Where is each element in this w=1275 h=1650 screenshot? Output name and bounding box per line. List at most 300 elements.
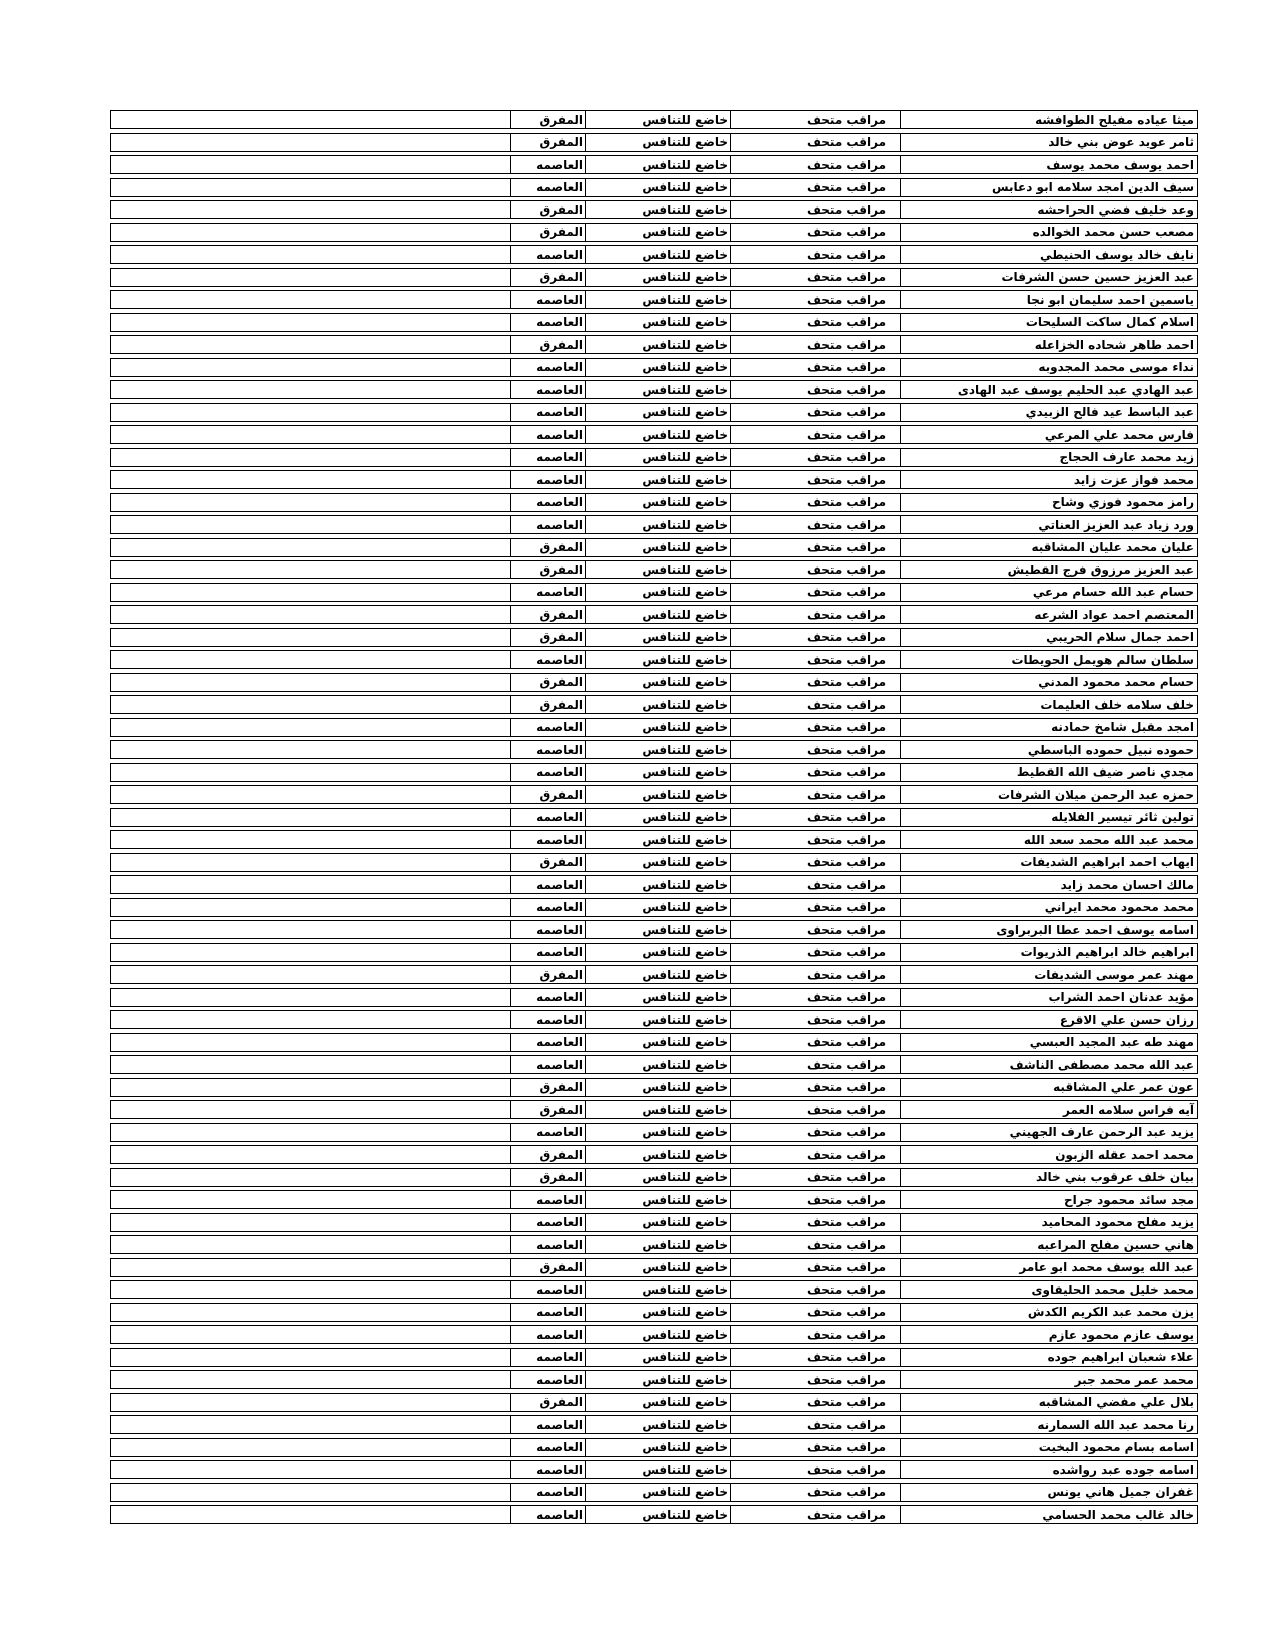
governorate-cell: العاصمه — [510, 155, 585, 174]
governorate-cell: العاصمه — [510, 920, 585, 939]
empty-cell — [110, 538, 510, 557]
table-row — [110, 808, 1198, 827]
governorate-cell: العاصمه — [510, 380, 585, 399]
name-cell: اسامه يوسف احمد عطا البربراوى — [900, 920, 1198, 939]
status-cell: خاضع للتنافس — [585, 1460, 730, 1479]
table-row — [110, 1010, 1198, 1029]
empty-cell — [110, 425, 510, 444]
empty-cell — [110, 808, 510, 827]
status-cell: خاضع للتنافس — [585, 943, 730, 962]
table-row — [110, 673, 1198, 692]
name-cell: رامز محمود فوزي وشاح — [900, 493, 1198, 512]
empty-cell — [110, 1235, 510, 1254]
governorate-cell: العاصمه — [510, 1010, 585, 1029]
governorate-cell: العاصمه — [510, 875, 585, 894]
job-title-cell: مراقب متحف — [730, 1505, 900, 1524]
governorate-cell: العاصمه — [510, 943, 585, 962]
job-title-cell: مراقب متحف — [730, 673, 900, 692]
name-cell: احمد جمال سلام الحريبي — [900, 628, 1198, 647]
job-title-cell: مراقب متحف — [730, 245, 900, 264]
name-cell: امجد مقبل شامخ حمادنه — [900, 718, 1198, 737]
governorate-cell: المفرق — [510, 1100, 585, 1119]
governorate-cell: العاصمه — [510, 178, 585, 197]
governorate-cell: العاصمه — [510, 1303, 585, 1322]
empty-cell — [110, 1415, 510, 1434]
governorate-cell: العاصمه — [510, 808, 585, 827]
name-cell: غفران جميل هاني يونس — [900, 1483, 1198, 1502]
status-cell: خاضع للتنافس — [585, 988, 730, 1007]
name-cell: عون عمر علي المشاقبه — [900, 1078, 1198, 1097]
table-row — [110, 110, 1198, 129]
job-title-cell: مراقب متحف — [730, 1415, 900, 1434]
empty-cell — [110, 200, 510, 219]
table-row — [110, 1213, 1198, 1232]
governorate-cell: المفرق — [510, 1393, 585, 1412]
governorate-cell: العاصمه — [510, 1235, 585, 1254]
governorate-cell: العاصمه — [510, 650, 585, 669]
table-row — [110, 1078, 1198, 1097]
name-cell: المعتصم احمد عواد الشرعه — [900, 605, 1198, 624]
status-cell: خاضع للتنافس — [585, 628, 730, 647]
table-row — [110, 268, 1198, 287]
table-row — [110, 965, 1198, 984]
name-cell: محمد عمر محمد جبر — [900, 1370, 1198, 1389]
job-title-cell: مراقب متحف — [730, 448, 900, 467]
job-title-cell: مراقب متحف — [730, 1483, 900, 1502]
table-row — [110, 133, 1198, 152]
governorate-cell: المفرق — [510, 1168, 585, 1187]
table-row — [110, 1438, 1198, 1457]
status-cell: خاضع للتنافس — [585, 1033, 730, 1052]
table-row — [110, 920, 1198, 939]
name-cell: رنا محمد عبد الله السمارنه — [900, 1415, 1198, 1434]
name-cell: مجد سائد محمود جراح — [900, 1190, 1198, 1209]
status-cell: خاضع للتنافس — [585, 1325, 730, 1344]
empty-cell — [110, 673, 510, 692]
job-title-cell: مراقب متحف — [730, 875, 900, 894]
name-cell: بيان خلف عرقوب بني خالد — [900, 1168, 1198, 1187]
empty-cell — [110, 1393, 510, 1412]
status-cell: خاضع للتنافس — [585, 358, 730, 377]
table-row — [110, 628, 1198, 647]
governorate-cell: المفرق — [510, 335, 585, 354]
table-row — [110, 853, 1198, 872]
name-cell: ابراهيم خالد ابراهيم الذريوات — [900, 943, 1198, 962]
job-title-cell: مراقب متحف — [730, 470, 900, 489]
name-cell: خلف سلامه خلف العليمات — [900, 695, 1198, 714]
name-cell: يزيد عبد الرحمن عارف الجهيني — [900, 1123, 1198, 1142]
status-cell: خاضع للتنافس — [585, 560, 730, 579]
table-row — [110, 898, 1198, 917]
status-cell: خاضع للتنافس — [585, 875, 730, 894]
job-title-cell: مراقب متحف — [730, 1303, 900, 1322]
table-row — [110, 1280, 1198, 1299]
job-title-cell: مراقب متحف — [730, 583, 900, 602]
governorate-cell: العاصمه — [510, 988, 585, 1007]
name-cell: محمد عبد الله محمد سعد الله — [900, 830, 1198, 849]
governorate-cell: العاصمه — [510, 1055, 585, 1074]
status-cell: خاضع للتنافس — [585, 1190, 730, 1209]
job-title-cell: مراقب متحف — [730, 1280, 900, 1299]
table-row — [110, 605, 1198, 624]
status-cell: خاضع للتنافس — [585, 380, 730, 399]
empty-cell — [110, 515, 510, 534]
status-cell: خاضع للتنافس — [585, 178, 730, 197]
governorate-cell: المفرق — [510, 110, 585, 129]
empty-cell — [110, 1100, 510, 1119]
table-row — [110, 403, 1198, 422]
name-cell: عبد العزيز حسين حسن الشرفات — [900, 268, 1198, 287]
name-cell: حمزه عبد الرحمن ميلان الشرفات — [900, 785, 1198, 804]
status-cell: خاضع للتنافس — [585, 605, 730, 624]
status-cell: خاضع للتنافس — [585, 965, 730, 984]
empty-cell — [110, 1325, 510, 1344]
job-title-cell: مراقب متحف — [730, 538, 900, 557]
table-row — [110, 1145, 1198, 1164]
status-cell: خاضع للتنافس — [585, 1213, 730, 1232]
name-cell: عبد العزيز مرزوق فرج القطيش — [900, 560, 1198, 579]
job-title-cell: مراقب متحف — [730, 785, 900, 804]
governorate-cell: المفرق — [510, 268, 585, 287]
name-cell: عبد الباسط عيد فالح الزبيدي — [900, 403, 1198, 422]
table-row — [110, 1235, 1198, 1254]
name-cell: اسامه بسام محمود البخيت — [900, 1438, 1198, 1457]
status-cell: خاضع للتنافس — [585, 200, 730, 219]
empty-cell — [110, 718, 510, 737]
empty-cell — [110, 380, 510, 399]
name-cell: بلال علي مفضي المشاقبه — [900, 1393, 1198, 1412]
governorate-cell: المفرق — [510, 538, 585, 557]
governorate-cell: المفرق — [510, 673, 585, 692]
table-row — [110, 200, 1198, 219]
name-cell: ايهاب احمد ابراهيم الشديفات — [900, 853, 1198, 872]
status-cell: خاضع للتنافس — [585, 515, 730, 534]
name-cell: سيف الدين امجد سلامه ابو دعابس — [900, 178, 1198, 197]
governorate-cell: العاصمه — [510, 313, 585, 332]
empty-cell — [110, 695, 510, 714]
empty-cell — [110, 1505, 510, 1524]
empty-cell — [110, 268, 510, 287]
table-row — [110, 1370, 1198, 1389]
name-cell: محمد احمد عقله الزبون — [900, 1145, 1198, 1164]
status-cell: خاضع للتنافس — [585, 1280, 730, 1299]
empty-cell — [110, 920, 510, 939]
name-cell: ميثا عياده مفيلح الطوافشه — [900, 110, 1198, 129]
job-title-cell: مراقب متحف — [730, 1348, 900, 1367]
status-cell: خاضع للتنافس — [585, 335, 730, 354]
empty-cell — [110, 763, 510, 782]
governorate-cell: المفرق — [510, 853, 585, 872]
job-title-cell: مراقب متحف — [730, 335, 900, 354]
governorate-cell: المفرق — [510, 695, 585, 714]
name-cell: علاء شعبان ابراهيم جوده — [900, 1348, 1198, 1367]
job-title-cell: مراقب متحف — [730, 268, 900, 287]
empty-cell — [110, 560, 510, 579]
table-row — [110, 470, 1198, 489]
status-cell: خاضع للتنافس — [585, 1258, 730, 1277]
job-title-cell: مراقب متحف — [730, 965, 900, 984]
name-cell: عليان محمد عليان المشاقبه — [900, 538, 1198, 557]
empty-cell — [110, 223, 510, 242]
table-row — [110, 1168, 1198, 1187]
table-row — [110, 290, 1198, 309]
job-title-cell: مراقب متحف — [730, 628, 900, 647]
job-title-cell: مراقب متحف — [730, 740, 900, 759]
status-cell: خاضع للتنافس — [585, 763, 730, 782]
name-cell: حسام عبد الله حسام مرعي — [900, 583, 1198, 602]
job-title-cell: مراقب متحف — [730, 1168, 900, 1187]
empty-cell — [110, 1123, 510, 1142]
table-row — [110, 1505, 1198, 1524]
name-cell: محمد خليل محمد الحليقاوى — [900, 1280, 1198, 1299]
job-title-cell: مراقب متحف — [730, 358, 900, 377]
governorate-cell: العاصمه — [510, 1505, 585, 1524]
table-row — [110, 740, 1198, 759]
job-title-cell: مراقب متحف — [730, 515, 900, 534]
name-cell: حموده نبيل حموده الباسطي — [900, 740, 1198, 759]
empty-cell — [110, 1033, 510, 1052]
table-row — [110, 763, 1198, 782]
job-title-cell: مراقب متحف — [730, 313, 900, 332]
empty-cell — [110, 1483, 510, 1502]
empty-cell — [110, 875, 510, 894]
status-cell: خاضع للتنافس — [585, 920, 730, 939]
table-row — [110, 448, 1198, 467]
governorate-cell: العاصمه — [510, 1213, 585, 1232]
job-title-cell: مراقب متحف — [730, 718, 900, 737]
job-title-cell: مراقب متحف — [730, 223, 900, 242]
governorate-cell: العاصمه — [510, 583, 585, 602]
governorate-cell: العاصمه — [510, 290, 585, 309]
status-cell: خاضع للتنافس — [585, 448, 730, 467]
name-cell: مالك احسان محمد زايد — [900, 875, 1198, 894]
governorate-cell: العاصمه — [510, 1280, 585, 1299]
empty-cell — [110, 1145, 510, 1164]
empty-cell — [110, 605, 510, 624]
table-row — [110, 380, 1198, 399]
job-title-cell: مراقب متحف — [730, 290, 900, 309]
governorate-cell: المفرق — [510, 200, 585, 219]
job-title-cell: مراقب متحف — [730, 1460, 900, 1479]
job-title-cell: مراقب متحف — [730, 425, 900, 444]
table-row — [110, 178, 1198, 197]
status-cell: خاضع للتنافس — [585, 1010, 730, 1029]
job-title-cell: مراقب متحف — [730, 1190, 900, 1209]
status-cell: خاضع للتنافس — [585, 1123, 730, 1142]
status-cell: خاضع للتنافس — [585, 268, 730, 287]
table-row — [110, 245, 1198, 264]
job-title-cell: مراقب متحف — [730, 605, 900, 624]
governorate-cell: العاصمه — [510, 448, 585, 467]
name-cell: عبد الله يوسف محمد ابو عامر — [900, 1258, 1198, 1277]
name-cell: محمد محمود محمد ايراني — [900, 898, 1198, 917]
status-cell: خاضع للتنافس — [585, 785, 730, 804]
job-title-cell: مراقب متحف — [730, 1123, 900, 1142]
governorate-cell: العاصمه — [510, 1190, 585, 1209]
status-cell: خاضع للتنافس — [585, 223, 730, 242]
name-cell: ورد زياد عبد العزيز العناتي — [900, 515, 1198, 534]
name-cell: رزان حسن علي الاقرع — [900, 1010, 1198, 1029]
name-cell: مجدي ناصر ضيف الله القطيط — [900, 763, 1198, 782]
table-row — [110, 695, 1198, 714]
empty-cell — [110, 155, 510, 174]
governorate-cell: المفرق — [510, 785, 585, 804]
governorate-cell: المفرق — [510, 605, 585, 624]
status-cell: خاضع للتنافس — [585, 1303, 730, 1322]
table-row — [110, 650, 1198, 669]
status-cell: خاضع للتنافس — [585, 1100, 730, 1119]
empty-cell — [110, 965, 510, 984]
empty-cell — [110, 335, 510, 354]
status-cell: خاضع للتنافس — [585, 425, 730, 444]
job-title-cell: مراقب متحف — [730, 380, 900, 399]
empty-cell — [110, 1258, 510, 1277]
empty-cell — [110, 583, 510, 602]
job-title-cell: مراقب متحف — [730, 110, 900, 129]
empty-cell — [110, 650, 510, 669]
table-row — [110, 1123, 1198, 1142]
name-cell: زيد محمد عارف الحجاج — [900, 448, 1198, 467]
table-row — [110, 1325, 1198, 1344]
job-title-cell: مراقب متحف — [730, 650, 900, 669]
name-cell: محمد فواز عزت زايد — [900, 470, 1198, 489]
governorate-cell: العاصمه — [510, 493, 585, 512]
governorate-cell: المفرق — [510, 1145, 585, 1164]
table-row — [110, 1033, 1198, 1052]
table-row — [110, 785, 1198, 804]
name-cell: احمد يوسف محمد يوسف — [900, 155, 1198, 174]
job-title-cell: مراقب متحف — [730, 155, 900, 174]
status-cell: خاضع للتنافس — [585, 1505, 730, 1524]
job-title-cell: مراقب متحف — [730, 1033, 900, 1052]
name-cell: ياسمين احمد سليمان ابو نجا — [900, 290, 1198, 309]
name-cell: نداء موسى محمد المجدوبه — [900, 358, 1198, 377]
job-title-cell: مراقب متحف — [730, 1370, 900, 1389]
name-cell: اسلام كمال ساكت السليحات — [900, 313, 1198, 332]
job-title-cell: مراقب متحف — [730, 1325, 900, 1344]
job-title-cell: مراقب متحف — [730, 560, 900, 579]
table-row — [110, 1460, 1198, 1479]
job-title-cell: مراقب متحف — [730, 1078, 900, 1097]
empty-cell — [110, 290, 510, 309]
table-row — [110, 718, 1198, 737]
table-row — [110, 1483, 1198, 1502]
name-cell: مؤيد عدنان احمد الشراب — [900, 988, 1198, 1007]
governorate-cell: العاصمه — [510, 515, 585, 534]
governorate-cell: العاصمه — [510, 470, 585, 489]
status-cell: خاضع للتنافس — [585, 245, 730, 264]
name-cell: احمد طاهر شحاده الخزاعله — [900, 335, 1198, 354]
empty-cell — [110, 493, 510, 512]
governorate-cell: العاصمه — [510, 425, 585, 444]
governorate-cell: المفرق — [510, 628, 585, 647]
empty-cell — [110, 1190, 510, 1209]
status-cell: خاضع للتنافس — [585, 403, 730, 422]
status-cell: خاضع للتنافس — [585, 1168, 730, 1187]
status-cell: خاضع للتنافس — [585, 830, 730, 849]
governorate-cell: العاصمه — [510, 1415, 585, 1434]
name-cell: تولين ثائر تيسير الفلايله — [900, 808, 1198, 827]
name-cell: سلطان سالم هويمل الحويطات — [900, 650, 1198, 669]
job-title-cell: مراقب متحف — [730, 1213, 900, 1232]
empty-cell — [110, 853, 510, 872]
empty-cell — [110, 1370, 510, 1389]
empty-cell — [110, 1213, 510, 1232]
status-cell: خاضع للتنافس — [585, 1235, 730, 1254]
table-row — [110, 425, 1198, 444]
governorate-cell: العاصمه — [510, 1325, 585, 1344]
status-cell: خاضع للتنافس — [585, 470, 730, 489]
job-title-cell: مراقب متحف — [730, 200, 900, 219]
name-cell: يزيد مفلح محمود المحاميد — [900, 1213, 1198, 1232]
status-cell: خاضع للتنافس — [585, 538, 730, 557]
name-cell: اسامه جوده عبد رواشده — [900, 1460, 1198, 1479]
status-cell: خاضع للتنافس — [585, 1483, 730, 1502]
empty-cell — [110, 1348, 510, 1367]
table-row — [110, 1348, 1198, 1367]
name-cell: حسام محمد محمود المدني — [900, 673, 1198, 692]
table-row — [110, 988, 1198, 1007]
governorate-cell: العاصمه — [510, 1460, 585, 1479]
empty-cell — [110, 1303, 510, 1322]
employees-table — [110, 110, 1198, 1528]
governorate-cell: العاصمه — [510, 718, 585, 737]
empty-cell — [110, 358, 510, 377]
status-cell: خاضع للتنافس — [585, 673, 730, 692]
governorate-cell: العاصمه — [510, 740, 585, 759]
empty-cell — [110, 785, 510, 804]
empty-cell — [110, 1055, 510, 1074]
table-row — [110, 155, 1198, 174]
governorate-cell: العاصمه — [510, 358, 585, 377]
governorate-cell: العاصمه — [510, 763, 585, 782]
table-row — [110, 358, 1198, 377]
table-row — [110, 1415, 1198, 1434]
empty-cell — [110, 110, 510, 129]
governorate-cell: العاصمه — [510, 245, 585, 264]
governorate-cell: العاصمه — [510, 1123, 585, 1142]
job-title-cell: مراقب متحف — [730, 493, 900, 512]
name-cell: هاني حسين مفلح المراعبه — [900, 1235, 1198, 1254]
name-cell: عبد الهادي عبد الحليم يوسف عبد الهادى — [900, 380, 1198, 399]
name-cell: نايف خالد يوسف الحنيطي — [900, 245, 1198, 264]
status-cell: خاضع للتنافس — [585, 313, 730, 332]
table-row — [110, 560, 1198, 579]
name-cell: يزن محمد عبد الكريم الكدش — [900, 1303, 1198, 1322]
governorate-cell: العاصمه — [510, 1348, 585, 1367]
governorate-cell: العاصمه — [510, 403, 585, 422]
job-title-cell: مراقب متحف — [730, 920, 900, 939]
status-cell: خاضع للتنافس — [585, 1055, 730, 1074]
governorate-cell: المفرق — [510, 1078, 585, 1097]
empty-cell — [110, 898, 510, 917]
status-cell: خاضع للتنافس — [585, 290, 730, 309]
status-cell: خاضع للتنافس — [585, 1348, 730, 1367]
name-cell: مهند عمر موسى الشديفات — [900, 965, 1198, 984]
empty-cell — [110, 988, 510, 1007]
name-cell: آيه فراس سلامه العمر — [900, 1100, 1198, 1119]
name-cell: يوسف عازم محمود عازم — [900, 1325, 1198, 1344]
job-title-cell: مراقب متحف — [730, 1145, 900, 1164]
table-row — [110, 1100, 1198, 1119]
status-cell: خاضع للتنافس — [585, 650, 730, 669]
job-title-cell: مراقب متحف — [730, 403, 900, 422]
governorate-cell: المفرق — [510, 965, 585, 984]
table-row — [110, 538, 1198, 557]
empty-cell — [110, 133, 510, 152]
table-row — [110, 335, 1198, 354]
table-row — [110, 1190, 1198, 1209]
